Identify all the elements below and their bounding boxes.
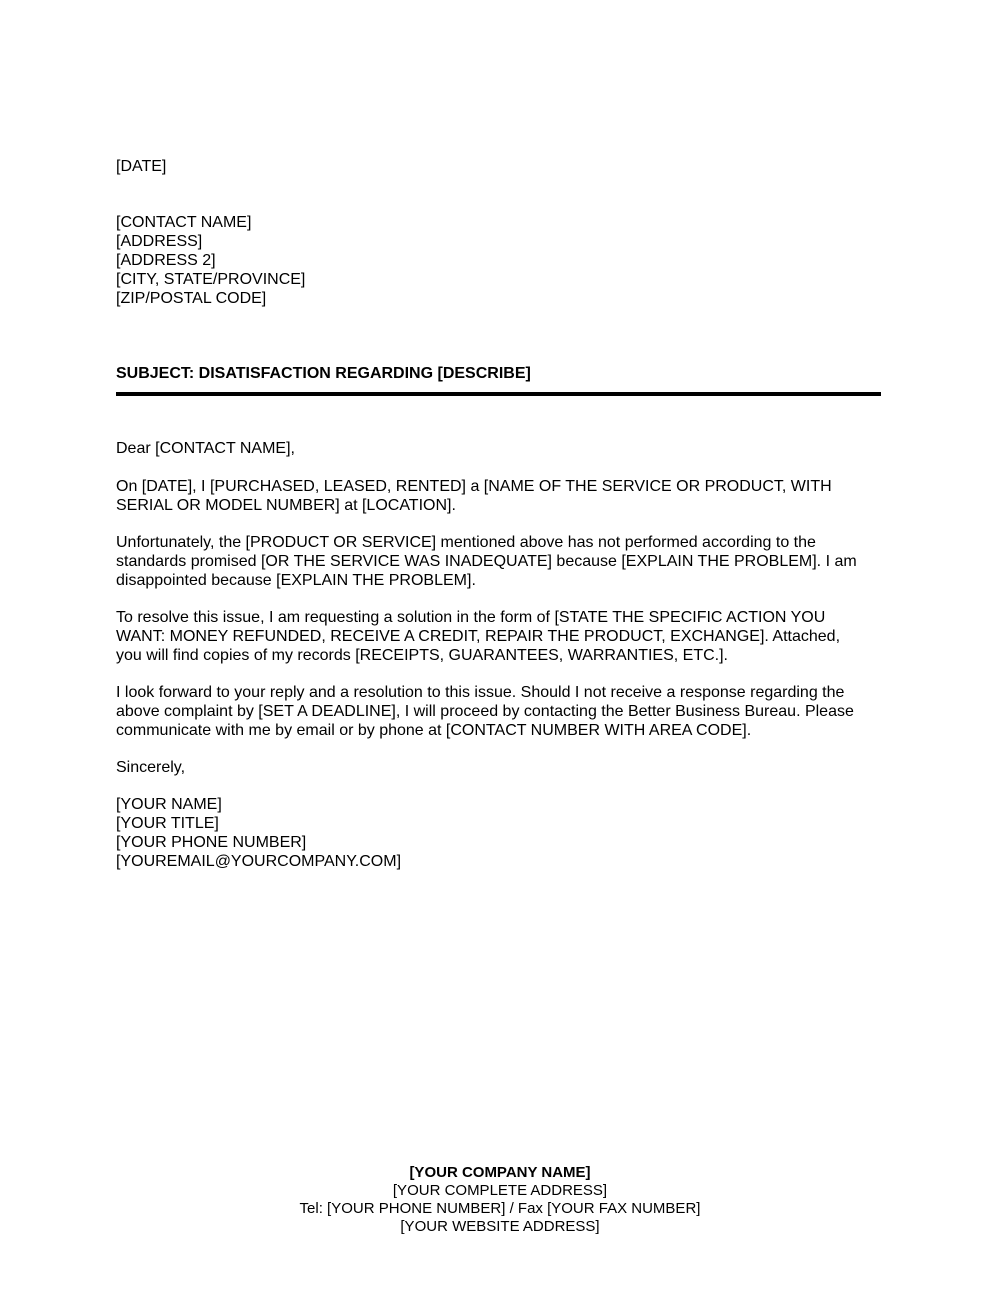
company-footer — [0, 1164, 1000, 1236]
signature-email: [YOUREMAIL@YOURCOMPANY.COM] — [116, 853, 402, 870]
paragraph-line: you will find copies of my records [RECEIPTS, GUARANTEES, WARRANTIES, ETC.]. — [116, 647, 728, 664]
paragraph-line: Unfortunately, the [PRODUCT OR SERVICE] mentioned above has not performed according to the — [116, 534, 816, 551]
footer-company-name: [YOUR COMPANY NAME] — [409, 1164, 591, 1181]
recipient-zip: [ZIP/POSTAL CODE] — [116, 290, 267, 307]
paragraph-line: I look forward to your reply and a resolution to this issue. Should I not receive a response regarding the — [116, 684, 845, 701]
paragraph-line: On [DATE], I [PURCHASED, LEASED, RENTED] a [NAME OF THE SERVICE OR PRODUCT, WITH — [116, 478, 832, 495]
recipient-city: [CITY, STATE/PROVINCE] — [116, 271, 306, 288]
paragraph-line: SERIAL OR MODEL NUMBER] at [LOCATION]. — [116, 497, 456, 514]
subject-divider — [116, 392, 881, 396]
body-paragraph — [116, 533, 886, 590]
footer-contact: Tel: [YOUR PHONE NUMBER] / Fax [YOUR FAX NUMBER] — [299, 1200, 701, 1217]
paragraph-line: standards promised [OR THE SERVICE WAS INADEQUATE] because [EXPLAIN THE PROBLEM]. I am — [116, 553, 857, 570]
body-paragraph — [116, 477, 886, 515]
subject-line: SUBJECT: DISATISFACTION REGARDING [DESCRIBE] — [116, 365, 531, 382]
recipient-name: [CONTACT NAME] — [116, 214, 252, 231]
body-paragraph — [116, 608, 886, 665]
paragraph-line: communicate with me by email or by phone at [CONTACT NUMBER WITH AREA CODE]. — [116, 722, 752, 739]
body-paragraph — [116, 683, 886, 740]
recipient-address-2: [ADDRESS 2] — [116, 252, 216, 269]
salutation: Dear [CONTACT NAME], — [116, 440, 295, 457]
signature-name: [YOUR NAME] — [116, 796, 222, 813]
signature-phone: [YOUR PHONE NUMBER] — [116, 834, 307, 851]
footer-website: [YOUR WEBSITE ADDRESS] — [400, 1218, 600, 1235]
letter-date: [DATE] — [116, 158, 167, 175]
paragraph-line: disappointed because [EXPLAIN THE PROBLEM]. — [116, 572, 476, 589]
signature-title: [YOUR TITLE] — [116, 815, 219, 832]
paragraph-line: above complaint by [SET A DEADLINE], I will proceed by contacting the Better Business Bureau. Please — [116, 703, 854, 720]
closing: Sincerely, — [116, 759, 186, 776]
recipient-address: [ADDRESS] — [116, 233, 203, 250]
paragraph-line: WANT: MONEY REFUNDED, RECEIVE A CREDIT, REPAIR THE PRODUCT, EXCHANGE]. Attached, — [116, 628, 841, 645]
footer-address: [YOUR COMPLETE ADDRESS] — [392, 1182, 608, 1199]
paragraph-line: To resolve this issue, I am requesting a solution in the form of [STATE THE SPECIFIC ACTION YOU — [116, 609, 826, 626]
